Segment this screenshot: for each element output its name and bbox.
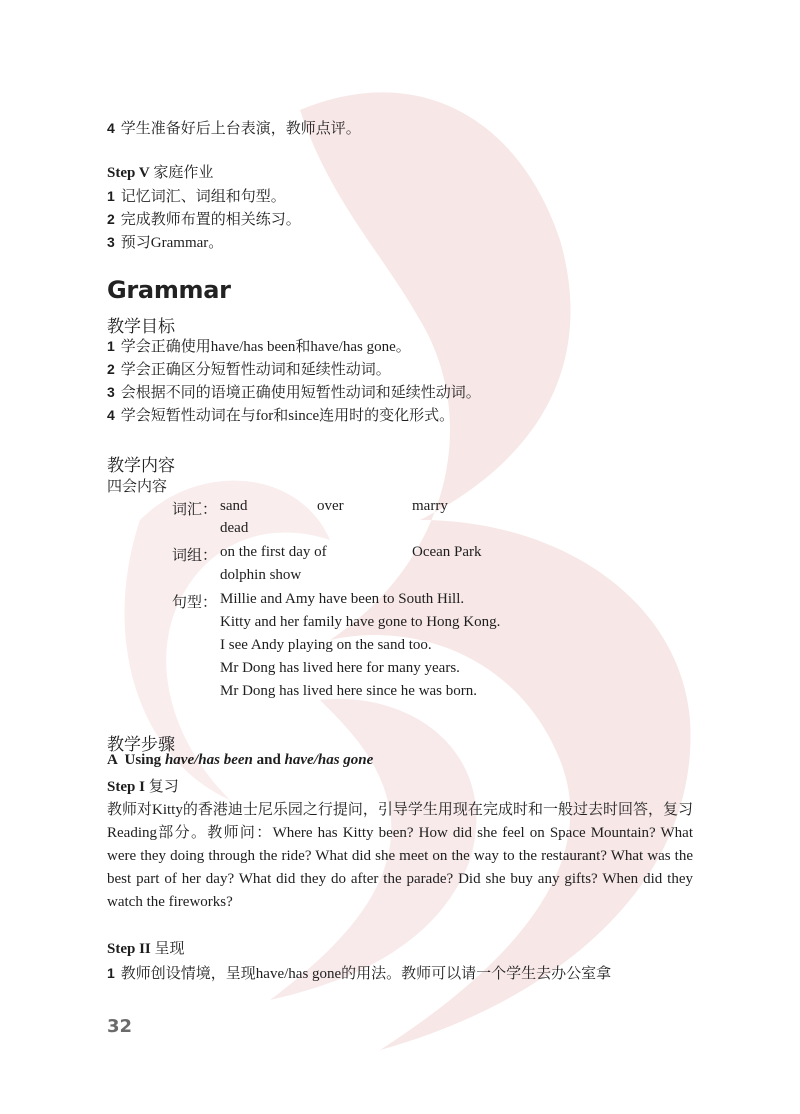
item-number: 1 xyxy=(107,965,115,981)
list-item xyxy=(107,335,411,358)
content-heading: 教学内容 xyxy=(107,456,175,476)
phrase-item: dolphin show xyxy=(220,567,302,583)
step5-heading xyxy=(107,162,213,184)
step-label: Step II xyxy=(107,941,151,957)
sentence-item: Kitty and her family have gone to Hong Kong. xyxy=(220,614,501,630)
item-number: 3 xyxy=(107,234,115,250)
list-item xyxy=(107,404,454,427)
list-item xyxy=(107,185,286,208)
step2-heading xyxy=(107,938,185,960)
item-number: 2 xyxy=(107,361,115,377)
objectives-heading: 教学目标 xyxy=(107,317,175,337)
step-label: Step I xyxy=(107,779,145,795)
list-item xyxy=(107,358,391,381)
four-skills-label: 四会内容 xyxy=(107,479,168,495)
page-number: 32 xyxy=(107,1016,133,1037)
steps-heading: 教学步骤 xyxy=(107,735,175,755)
item-number: 3 xyxy=(107,384,115,400)
item-text: 学会正确使用have/has been和have/has gone。 xyxy=(120,339,411,355)
item-text: 学会短暂性动词在与for和since连用时的变化形式。 xyxy=(120,408,455,424)
item-text: 预习Grammar。 xyxy=(120,235,224,251)
item-text: 学会正确区分短暂性动词和延续性动词。 xyxy=(120,362,391,378)
step-label: Step V xyxy=(107,165,150,181)
list-item xyxy=(107,208,301,231)
top-line xyxy=(107,117,361,140)
phrase-item: Ocean Park xyxy=(412,544,482,560)
phrase-label: 词组： xyxy=(172,548,218,564)
sentence-item: Mr Dong has lived here for many years. xyxy=(220,660,460,676)
sentence-item: Mr Dong has lived here since he was born. xyxy=(220,683,478,699)
item-text: 教师创设情境，呈现have/has gone的用法。教师可以请一个学生去办公室拿 xyxy=(120,966,612,982)
vocab-word: sand xyxy=(220,498,248,514)
item-text: 记忆词汇、词组和句型。 xyxy=(120,189,286,205)
vocab-word: marry xyxy=(412,498,448,514)
item-number: 4 xyxy=(107,407,115,423)
vocab-word: over xyxy=(317,498,344,514)
section-a-prefix: A Using xyxy=(107,752,165,768)
step-title: 家庭作业 xyxy=(153,165,214,181)
sentence-label: 句型： xyxy=(172,595,218,611)
step-title: 呈现 xyxy=(154,941,185,957)
item-number: 1 xyxy=(107,338,115,354)
item-number: 4 xyxy=(107,120,115,136)
list-item xyxy=(107,231,223,254)
item-number: 1 xyxy=(107,188,115,204)
vocab-word: dead xyxy=(220,520,249,536)
sentence-item: I see Andy playing on the sand too. xyxy=(220,637,432,653)
section-a-term2: have/has gone xyxy=(284,752,374,768)
sentence-item: Millie and Amy have been to South Hill. xyxy=(220,591,465,607)
item-number: 2 xyxy=(107,211,115,227)
section-title: Grammar xyxy=(107,276,231,304)
item-text: 学生准备好后上台表演，教师点评。 xyxy=(120,121,361,137)
item-text: 完成教师布置的相关练习。 xyxy=(120,212,301,228)
item-text: 会根据不同的语境正确使用短暂性动词和延续性动词。 xyxy=(120,385,481,401)
phrase-item: on the first day of xyxy=(220,544,327,560)
section-a-mid: and xyxy=(252,752,285,768)
step-title: 复习 xyxy=(148,779,179,795)
section-a-term1: have/has been xyxy=(164,752,253,768)
step1-paragraph: 教师对Kitty的香港迪士尼乐园之行提问，引导学生用现在完成时和一般过去时回答，复习Reading部分。教师问：Where has Kitty been? How did she feel on Space Mountain? What were they doing through the ride? What did she meet on the way to the restaurant? What was the best part of her day? What did they do after the parade? Did she buy any gifts? When did they watch the fireworks? xyxy=(107,802,693,910)
list-item xyxy=(107,381,481,404)
vocab-label: 词汇： xyxy=(172,502,218,518)
list-item xyxy=(107,962,611,985)
step1-heading xyxy=(107,776,179,798)
section-a-heading xyxy=(107,752,373,769)
